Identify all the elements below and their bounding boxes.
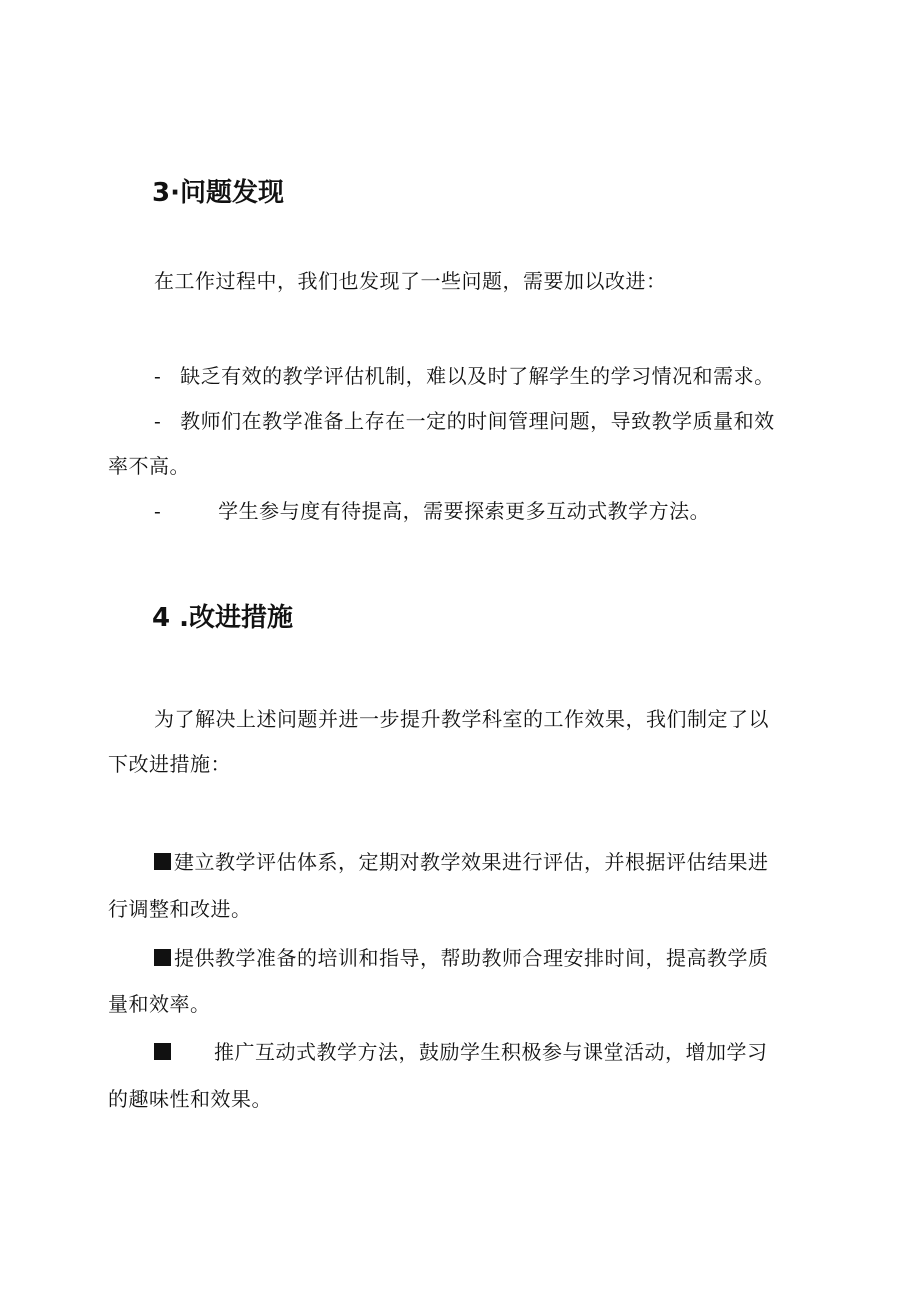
measure-item-2-text-line-2: 量和效率。	[108, 992, 211, 1016]
dash-marker: -	[154, 499, 162, 523]
section-4-intro-line-2: 下改进措施：	[108, 752, 231, 776]
issue-item-2	[154, 405, 775, 434]
measure-item-2-text-line-1: 提供教学准备的培训和指导，帮助教师合理安排时间，提高教学质	[174, 946, 769, 970]
measure-item-3-text-line-1: 推广互动式教学方法，鼓励学生积极参与课堂活动，增加学习	[214, 1040, 768, 1064]
section-4-heading: 4 .改进措施	[152, 603, 294, 633]
issue-item-3	[154, 495, 710, 524]
dash-marker: -	[154, 364, 162, 388]
measure-item-1-text-line-1: 建立教学评估体系，定期对教学效果进行评估，并根据评估结果进	[174, 850, 769, 874]
dash-marker: -	[154, 409, 162, 433]
measure-item-2	[154, 942, 769, 971]
square-bullet-icon	[154, 949, 171, 966]
square-bullet-icon	[154, 1043, 171, 1060]
square-bullet-icon	[154, 853, 171, 870]
issue-item-1-text: 缺乏有效的教学评估机制，难以及时了解学生的学习情况和需求。	[180, 364, 775, 388]
measure-item-3	[154, 1036, 768, 1065]
issue-item-1	[154, 360, 775, 389]
measure-item-3-text-line-2: 的趣味性和效果。	[108, 1087, 272, 1111]
section-3-heading: 3·问题发现	[152, 178, 284, 208]
section-3-intro: 在工作过程中，我们也发现了一些问题，需要加以改进：	[154, 269, 667, 293]
issue-item-3-text: 学生参与度有待提高，需要探索更多互动式教学方法。	[218, 499, 711, 523]
measure-item-1-text-line-2: 行调整和改进。	[108, 897, 252, 921]
issue-item-2-text-line-1: 教师们在教学准备上存在一定的时间管理问题，导致教学质量和效	[180, 409, 775, 433]
issue-item-2-text-line-2: 率不高。	[108, 454, 190, 478]
section-4-intro-line-1: 为了解决上述问题并进一步提升教学科室的工作效果，我们制定了以	[154, 707, 769, 731]
measure-item-1	[154, 846, 769, 875]
